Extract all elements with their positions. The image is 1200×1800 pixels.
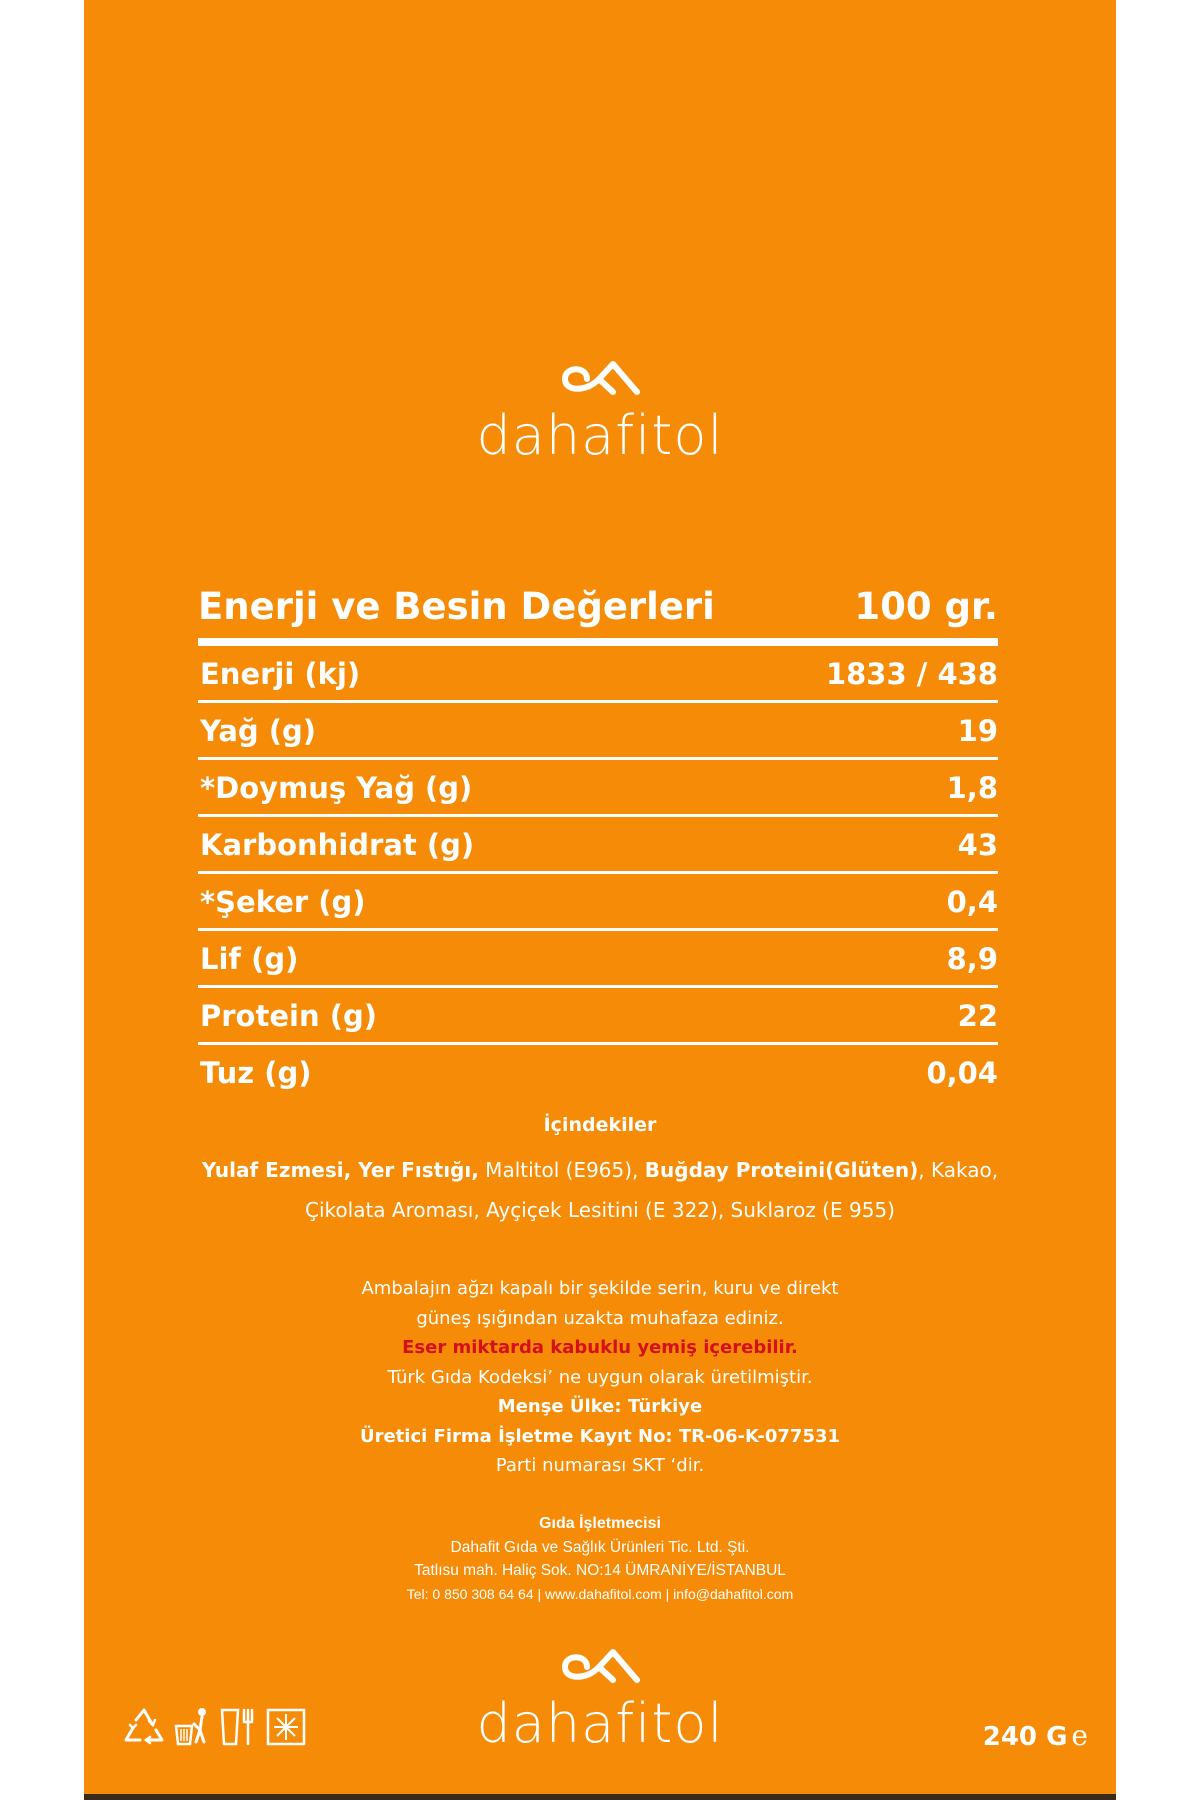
- table-row: [198, 931, 998, 988]
- tidyman-icon: [172, 1704, 212, 1748]
- brand-logo-top: [84, 358, 1116, 466]
- table-row: [198, 703, 998, 760]
- nutrition-header: [198, 582, 998, 638]
- row-label: Enerji (kj): [200, 657, 361, 691]
- ingredients-line-1: [84, 1150, 1116, 1190]
- dahafitol-logo-icon: [557, 358, 643, 400]
- net-weight-value: 240 G: [982, 1722, 1068, 1752]
- origin-country: Menşe Ülke: Türkiye: [497, 1396, 703, 1417]
- row-label: Karbonhidrat (g): [200, 828, 475, 862]
- row-label: Yağ (g): [200, 714, 317, 748]
- table-row: [198, 646, 998, 703]
- ingredients-bold-1: Yulaf Ezmesi, Yer Fıstığı,: [201, 1158, 479, 1182]
- food-safe-icon: [218, 1704, 258, 1748]
- ingredients-bold-2: Buğday Proteini(Glüten): [644, 1158, 919, 1182]
- row-value: 8,9: [946, 942, 998, 976]
- table-row: [198, 988, 998, 1045]
- estimated-sign: e: [1071, 1719, 1088, 1752]
- food-operator: [84, 1512, 1116, 1606]
- table-row: [198, 817, 998, 874]
- brand-wordmark: dahafitol: [476, 1692, 724, 1755]
- allergen-warning: Eser miktarda kabuklu yemiş içerebilir.: [402, 1337, 798, 1358]
- nutrition-table: [198, 582, 998, 1099]
- storage-info: [84, 1274, 1116, 1481]
- lot-note: Parti numarası SKT ‘dir.: [495, 1455, 705, 1476]
- freezer-icon: [264, 1704, 308, 1748]
- row-label: *Doymuş Yağ (g): [200, 771, 473, 805]
- row-value: 22: [957, 999, 998, 1033]
- storage-line-2: güneş ışığından uzakta muhafaza ediniz.: [416, 1307, 784, 1329]
- operator-company: Dahafit Gıda ve Sağlık Ürünleri Tic. Ltd. Şti.: [450, 1538, 750, 1556]
- row-value: 1833 / 438: [825, 657, 998, 691]
- operator-title: Gıda İşletmecisi: [539, 1515, 661, 1532]
- operator-contact: Tel: 0 850 308 64 64 | www.dahafitol.com | info@dahafitol.com: [406, 1585, 794, 1602]
- ingredients-plain-1: Maltitol (E965),: [478, 1158, 645, 1182]
- registration-number: Üretici Firma İşletme Kayıt No: TR-06-K-077531: [359, 1425, 841, 1447]
- codex-note: Türk Gıda Kodeksi’ ne uygun olarak üretilmiştir.: [387, 1366, 813, 1388]
- ingredients-plain-2: , Kakao,: [918, 1158, 999, 1182]
- ingredients-text: [84, 1150, 1116, 1230]
- package-back-panel: [84, 0, 1116, 1800]
- table-row: [198, 760, 998, 817]
- nutrition-title: Enerji ve Besin Değerleri: [198, 585, 715, 628]
- row-label: Lif (g): [200, 942, 299, 976]
- storage-line-1: Ambalajın ağzı kapalı bir şekilde serin, kuru ve direkt: [361, 1278, 839, 1299]
- recycle-icon: [122, 1704, 166, 1748]
- row-value: 43: [957, 828, 998, 862]
- row-label: Protein (g): [200, 999, 377, 1033]
- nutrition-portion: 100 gr.: [854, 585, 998, 628]
- header-divider: [198, 638, 998, 646]
- row-label: Tuz (g): [200, 1056, 312, 1090]
- row-value: 19: [957, 714, 998, 748]
- net-weight: [983, 1718, 1088, 1755]
- package-symbols: [122, 1704, 308, 1750]
- table-row: [198, 1045, 998, 1099]
- brand-wordmark: dahafitol: [476, 404, 724, 467]
- table-row: [198, 874, 998, 931]
- ingredients-title: İçindekiler: [543, 1114, 657, 1136]
- row-label: *Şeker (g): [200, 885, 366, 919]
- dahafitol-logo-icon: [557, 1646, 643, 1688]
- row-value: 0,04: [926, 1056, 998, 1090]
- row-value: 0,4: [946, 885, 998, 919]
- row-value: 1,8: [946, 771, 998, 805]
- ingredients-line-2: Çikolata Aroması, Ayçiçek Lesitini (E 322), Suklaroz (E 955): [305, 1198, 895, 1222]
- bottom-divider: [84, 1794, 1116, 1800]
- operator-address: Tatlısu mah. Haliç Sok. NO:14 ÜMRANİYE/İSTANBUL: [414, 1562, 786, 1579]
